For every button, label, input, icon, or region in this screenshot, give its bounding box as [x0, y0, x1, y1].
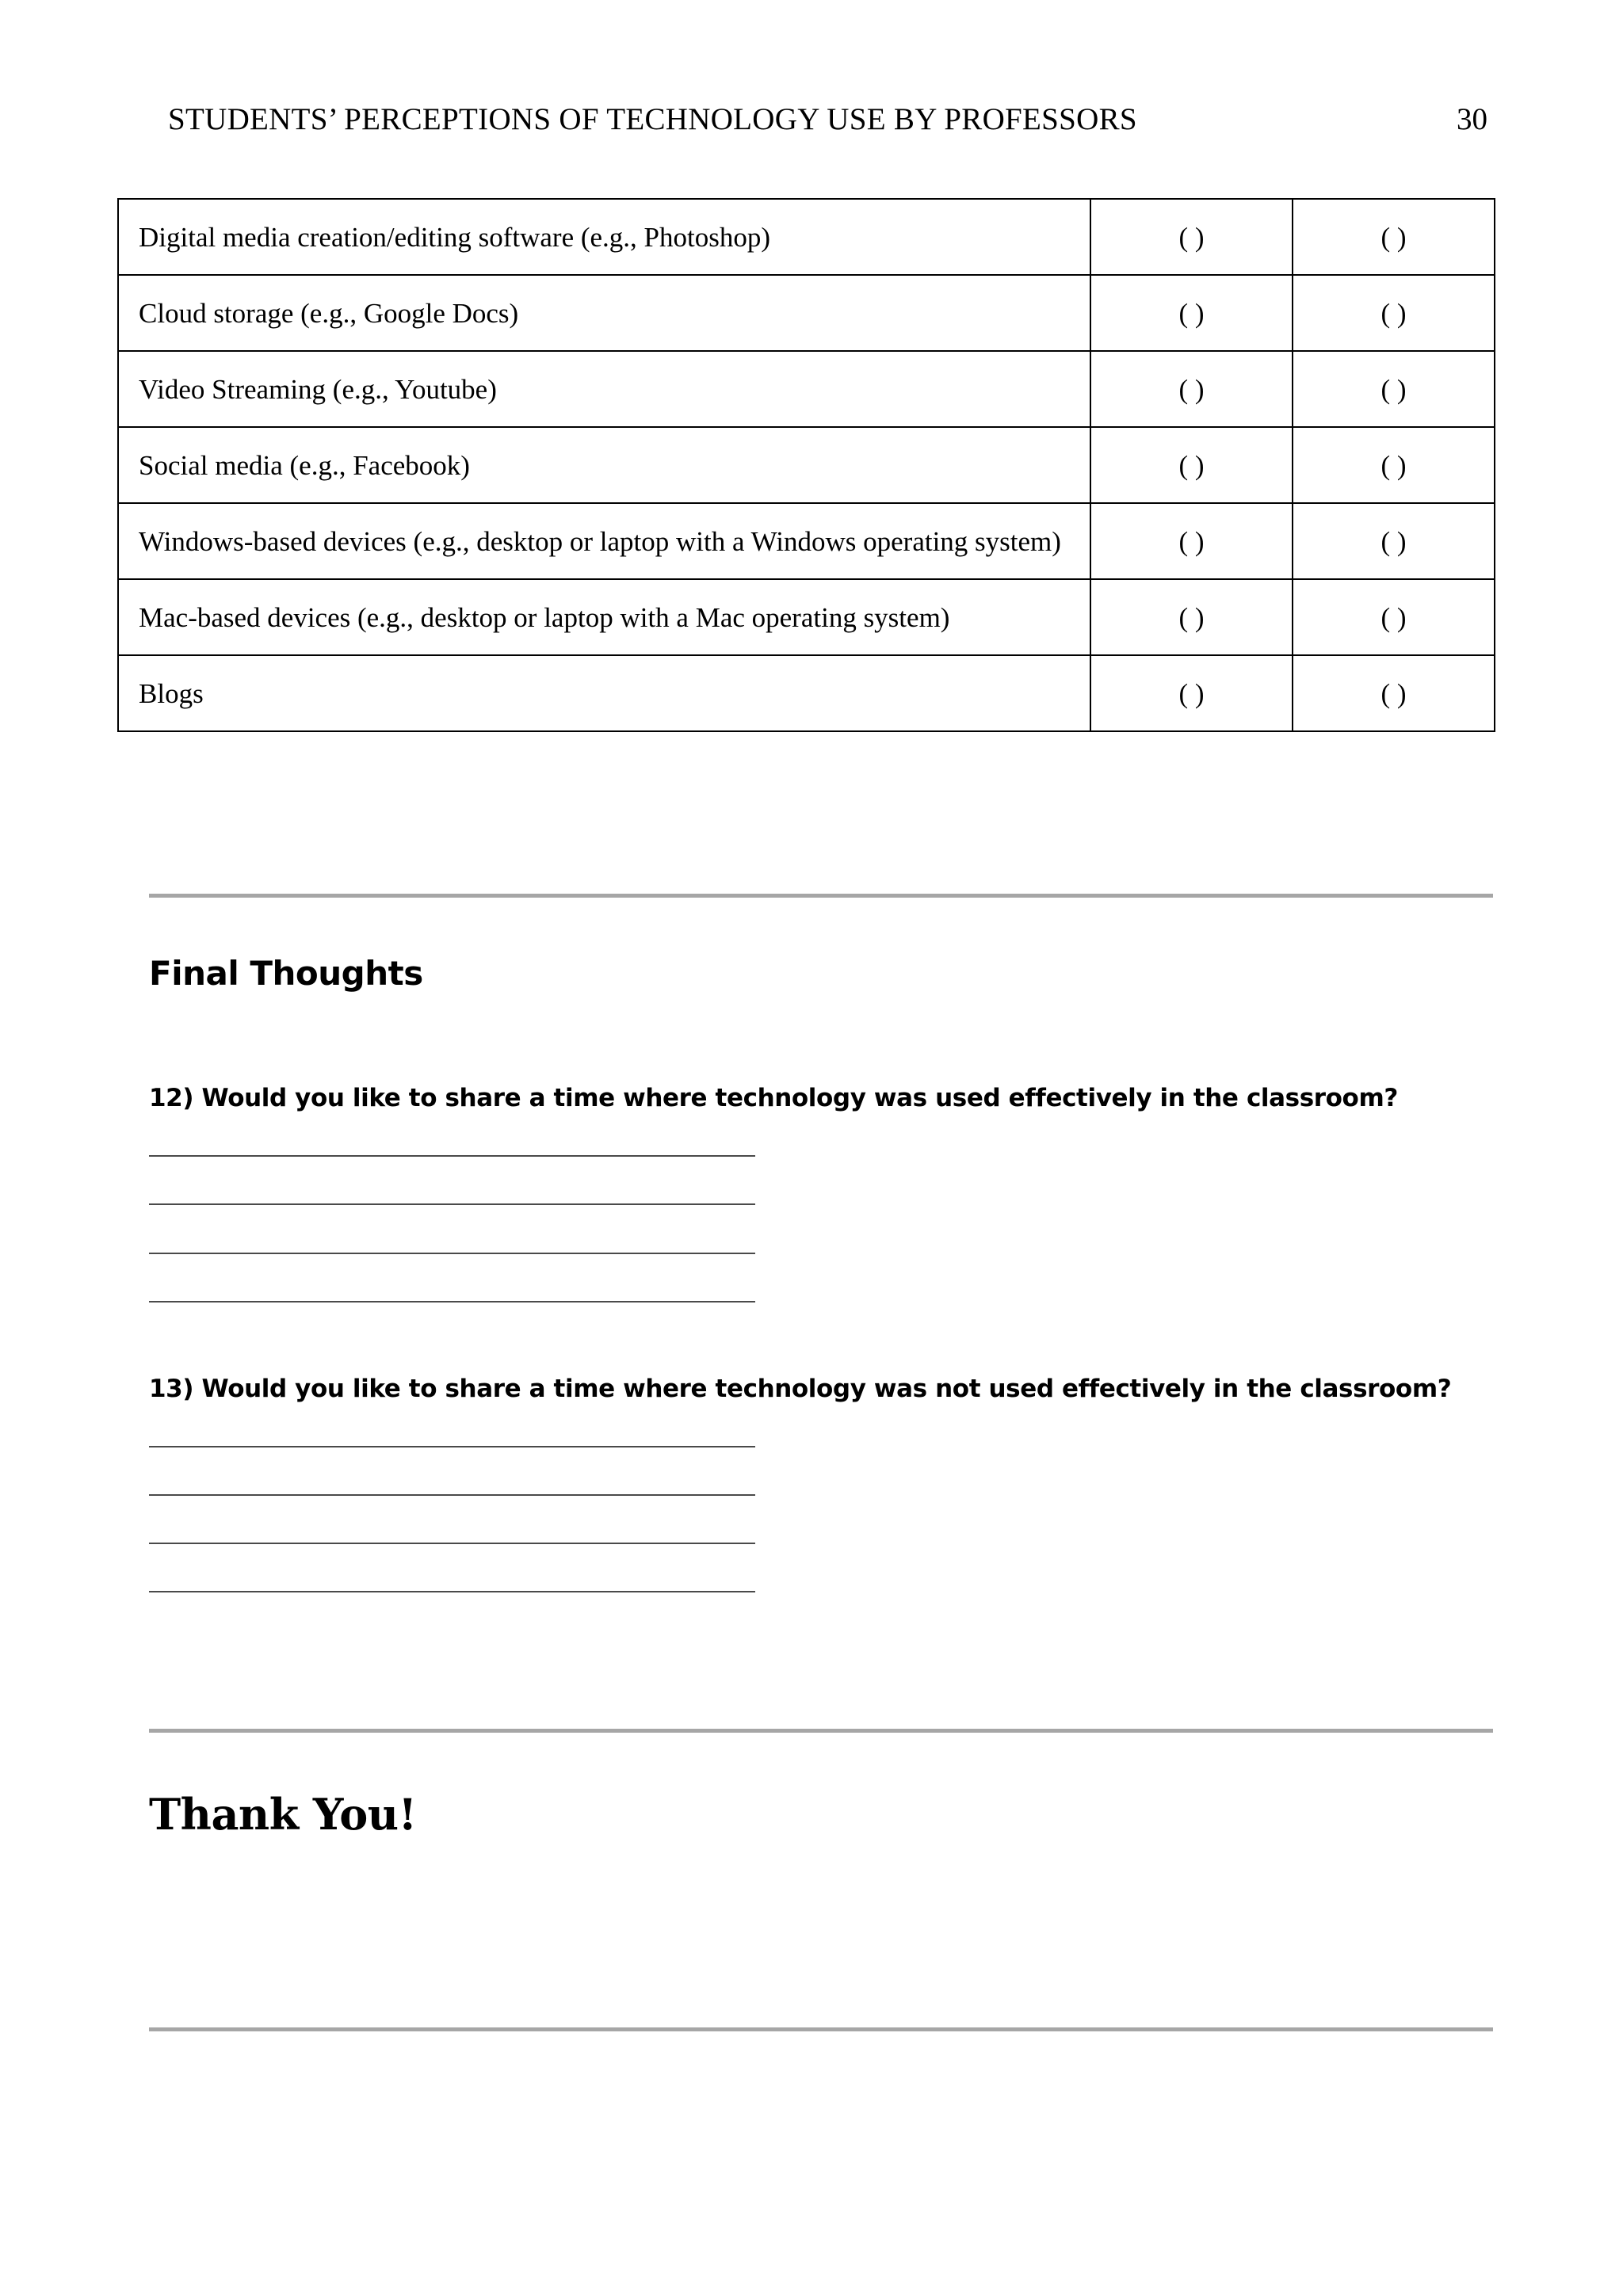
choice-option[interactable]: ( ) [1293, 427, 1495, 503]
choice-option[interactable]: ( ) [1293, 503, 1495, 579]
choice-option[interactable]: ( ) [1090, 503, 1293, 579]
choice-option[interactable]: ( ) [1090, 351, 1293, 427]
answer-line[interactable] [149, 1446, 755, 1447]
technology-item: Cloud storage (e.g., Google Docs) [118, 275, 1090, 351]
answer-line[interactable] [149, 1203, 755, 1205]
thank-you-heading: Thank You! [149, 1789, 417, 1840]
section-divider [149, 1729, 1493, 1733]
table-row [118, 427, 1495, 503]
table-row [118, 199, 1495, 275]
answer-line[interactable] [149, 1543, 755, 1544]
answer-line[interactable] [149, 1494, 755, 1496]
technology-table [117, 198, 1495, 732]
choice-option[interactable]: ( ) [1293, 275, 1495, 351]
section-divider [149, 894, 1493, 898]
technology-item: Social media (e.g., Facebook) [118, 427, 1090, 503]
choice-option[interactable]: ( ) [1090, 427, 1293, 503]
answer-line[interactable] [149, 1253, 755, 1254]
technology-item: Digital media creation/editing software (e.g., Photoshop) [118, 199, 1090, 275]
page-number: 30 [1457, 102, 1487, 136]
table-row [118, 579, 1495, 655]
table-row [118, 275, 1495, 351]
technology-item: Mac-based devices (e.g., desktop or laptop with a Mac operating system) [118, 579, 1090, 655]
choice-option[interactable]: ( ) [1090, 275, 1293, 351]
choice-option[interactable]: ( ) [1293, 579, 1495, 655]
answer-line[interactable] [149, 1155, 755, 1157]
technology-item: Windows-based devices (e.g., desktop or laptop with a Windows operating system) [118, 503, 1090, 579]
technology-item: Blogs [118, 655, 1090, 731]
table-row [118, 351, 1495, 427]
table-row [118, 503, 1495, 579]
section-divider [149, 2027, 1493, 2031]
question-13: 13) Would you like to share a time where technology was not used effectively in the classroom? [149, 1375, 1452, 1403]
answer-line[interactable] [149, 1301, 755, 1302]
running-head: STUDENTS’ PERCEPTIONS OF TECHNOLOGY USE BY PROFESSORS [168, 102, 1137, 136]
question-12: 12) Would you like to share a time where technology was used effectively in the classroom? [149, 1084, 1398, 1112]
choice-option[interactable]: ( ) [1293, 655, 1495, 731]
choice-option[interactable]: ( ) [1293, 351, 1495, 427]
final-thoughts-heading: Final Thoughts [149, 954, 423, 993]
technology-item: Video Streaming (e.g., Youtube) [118, 351, 1090, 427]
choice-option[interactable]: ( ) [1090, 655, 1293, 731]
choice-option[interactable]: ( ) [1090, 579, 1293, 655]
choice-option[interactable]: ( ) [1090, 199, 1293, 275]
choice-option[interactable]: ( ) [1293, 199, 1495, 275]
table-row [118, 655, 1495, 731]
answer-line[interactable] [149, 1591, 755, 1592]
